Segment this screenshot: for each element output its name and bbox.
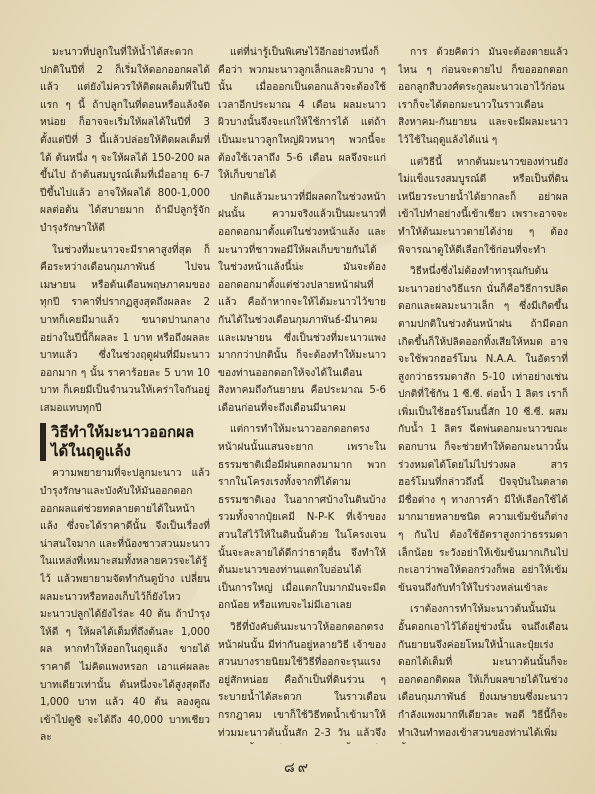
paragraph: แต่การทำให้มะนาวออกดอกตรงหน้าฝนนั้นแสนจะยาก เพราะในธรรมชาติเมื่อมีฝนตกลงมามาก พวกรากในโครงเรงทั้งจากที่ได้ตามธรรมชาติเอง ในอากาศบ้างในดินบ้าง รวมทั้งจากปุ๋ยเคมี N-P-K ที่เจ้าของสวนใส่ไว้ให้ในดินนั้นด้วย ในโครงเจนนั้นจะละลายได้ดีกว่าธาตุอื่น จึงทำให้ต้นมะนาวของท่านแตกใบอ่อนได้เป็นการใหญ่ เมื่อแตกใบมากมันจะมีดอกน้อย หรือแทบจะไม่มีเอาเลย <box>218 424 386 612</box>
paragraph: แต่วิธีนี้ หากต้นมะนาวของท่านยังไม่แข็งแรงสมบูรณ์ดี หรือเป็นที่ดินเหนียวระบายน้ำได้ยากละก็ อย่าผลเข้าไปทำอย่างนี้เข้าเชียว เพราะอาจจะทำให้ต้นมะนาวตายได้ง่าย ๆ ต้องพิจารณาดูให้ดีเลือกใช้ก่อนที่จะทำ <box>398 156 568 256</box>
paragraph: มะนาวที่ปลูกในที่ให้น้ำได้สะดวก ปกติในปีที่ 2 ก็เริ่มให้ดอกออกผลได้แล้ว แต่ยังไม่ควรให้ติดผลเต็มที่ในปีแรก ๆ นี้ ถ้าปลูกในที่ดอนหรือแล้งจัดหน่อย ก็อาจจะเริ่มให้ผลได้ในปีที่ 3 ตั้งแต่ปีที่ 3 นี้แล้วปล่อยให้ติดผลเต็มที่ได้ ต้นหนึ่ง ๆ จะให้ผลได้ 150-200 ผลขึ้นไป ถ้าต้นสมบูรณ์เต็มที่เมื่ออายุ 6-7 ปีขึ้นไปแล้ว อาจให้ผลได้ 800-1,000 ผลต่อต้น ได้สบายมาก ถ้ามีปลูกรู้จักบำรุงรักษาให้ดี <box>40 47 210 234</box>
text-column-2 <box>218 44 386 744</box>
paragraph: วิธีหนึ่งซึ่งไม่ต้องทำทารุณกับต้นมะนาวอย่างวิธีแรก นั่นก็คือวิธีการปลิดดอกและผลมะนาวเล็ก ๆ ซึ่งมีเกิดขึ้นตามปกติในช่วงต้นหน้าฝน ถ้ามีดอกเกิดขึ้นก็ให้ปลิดออกทิ้งเสียให้หมด อาจจะใช้พวกฮอร์โมน N.A.A. ในอัตราที่สูงกว่าธรรมดาสัก 5-10 เท่าอย่างเช่นปกติที่ใช้กัน 1 ซี.ซี. ต่อน้ำ 1 ลิตร เราก็เพิ่มเป็นใช้ฮอร์โมนนี้สัก 10 ซี.ซี. ผสมกับน้ำ 1 ลิตร ฉีดพ่นดอกมะนาวขณะดอกบาน ก็จะช่วยทำให้ดอกมะนาวนั้นร่วงหมดได้โดยไม่ไปร่วงผล สารฮอร์โมนที่กล่าวถึงนี้ ปัจจุบันในตลาดมีชื่อต่าง ๆ ทางการค้า มีให้เลือกใช้ได้มากมายหลายชนิด ความเข้มข้นก็ต่าง ๆ กันไป ต้องใช้อัตราสูงกว่าธรรมดาเล็กน้อย ระวังอย่าให้เข้มข้นมากเกินไปกะเอาว่าพอให้ดอกร่วงก็พอ อย่าให้เข้มข้นจนถึงกับทำให้ใบร่วงหล่นเข้าละ <box>398 266 568 594</box>
text-column-3 <box>398 44 568 744</box>
page-number: ๘๙ <box>283 760 312 776</box>
paragraph: การ ด้วยคิดว่า มันจะต้องตายแล้ว ไหน ๆ ก่อนจะตายไป ก็ขอออกดอกออกลูกสืบวงศ์ตระกูลมะนาวเอาไว้ก่อน เราก็จะได้ดอกมะนาวในราวเดือนสิงหาคม-กันยายน และจะมีผลมะนาวไว้ใช้ในฤดูแล้งได้แน่ ๆ <box>398 47 568 146</box>
paragraph: ความพยายามที่จะปลูกมะนาว แล้วบำรุงรักษาและบังคับให้มันออกดอกออกผลแต่ช่วยทดลายตายได้ในหน้าแล้ง ซึ่งจะได้ราคาดีนั้น จึงเป็นเรื่องที่น่าสนใจมาก และที่น้องชาวสวนมะนาวในแหล่งที่เหมาะสมทั้งหลายควรจะได้รู้ไว้ แล้วพยายามจัดทำกันดูบ้าง เปลี่ยนผลมะนาวหรือทองเก็บไว้ก็ยังไหว มะนาวปลูกได้ยังไร่ละ 40 ต้น ถ้าบำรุงให้ดี ๆ ให้ผลได้เต็มที่ถึงต้นละ 1,000 ผล หากทำให้ออกในฤดูแล้ง ขายได้ราคาดี ไม่คิดแพงหรอก เอาแค่ผลละบาทเดียวเท่านั้น ต้นหนึ่งจะได้สูงสุดถึง 1,000 บาท แล้ว 40 ต้น ลองคูณเข้าไปดูซิ จะได้ถึง 40,000 บาทเชียวละ <box>40 468 210 744</box>
paragraph: แต่ที่น่ารู้เป็นพิเศษไว้อีกอย่างหนึ่งก็คือว่า พวกมะนาวลูกเล็กและผิวบาง ๆ นั้น เมื่อออกเป็นดอกแล้วจะต้องใช้เวลาอีกประมาณ 4 เดือน ผลมะนาวผิวบางนั้นจึงจะแก่ให้ใช้การได้ แต่ถ้าเป็นมะนาวลูกใหญ่ผิวหนาๆ พวกนี้จะต้องใช้เวลาถึง 5-6 เดือน ผลจึงจะแก่ให้เก็บขายได้ <box>218 47 386 182</box>
paragraph: วิธีที่บังคับต้นมะนาวให้ออกดอกตรงหน้าฝนนั้น มีท่ากันอยู่หลายวิธี เจ้าของสวนบางรายนิยมใช้วิธีที่ออกจะรุนแรงอยู่สักหน่อย คือถ้าเป็นที่ดินร่วน ๆ ระบายน้ำได้สะดวก ในราวเดือนกรกฎาคม เขาก็ใช้วิธีทดน้ำเข้ามาให้ท่วมมะนาวต้นนั้นสัก 2-3 วัน แล้วจึง <box>218 622 386 739</box>
text-column-1 <box>40 44 210 744</box>
paragraph: ในช่วงที่มะนาวจะมีราคาสูงที่สุด ก็คือระหว่างเดือนกุมภาพันธ์ ไปจนเมษายน หรือต้นเดือนพฤษภาคมของทุกปี ราคาที่ปรากฏสูงสุดถึงผลละ 2 บาทก็เคยมีมาแล้ว ขนาดปานกลางอย่างในปีนี้ก็ผลละ 1 บาท หรือถึงผลละบาทแล้ว ซึ่งในช่วงฤดูฝนที่มีมะนาวออกมาก ๆ นั้น ราคาร้อยละ 5 บาท 10 บาท ก็เคยมีเป็นจำนวนให้เคร่าใจกันอยู่เสมอแทบทุกปี <box>40 244 210 414</box>
section-heading: วิธีทำให้มะนาวออกผลได้ในฤดูแล้ง <box>40 423 210 461</box>
paragraph: เราต้องการทำให้มะนาวต้นนั้นมันอั้นดอกเอาไว้ได้อยู่ช่วงนั้น จนถึงเดือนกันยายนจึงค่อยโหมให้น้ำและปุ๋ยเร่งดอกได้เต็มที่ มะนาวต้นนั้นก็จะออกดอกติดผล ให้เก็บผลขายได้ในช่วงเดือนกุมภาพันธ์ ยิ่งเมษายนซึ่งมะนาวกำลังแพงมากทีเดียวละ พอดี วิธีนี้ก็จะทำเงินทำทองเข้าสวนของท่านได้เพิ่ม <box>398 604 568 739</box>
paragraph: ปกติแล้วมะนาวที่มีผลดกในช่วงหน้าฝนนั้น ความจริงแล้วเป็นมะนาวที่ออกดอกมาตั้งแต่ในช่วงหน้าแล้ง และมะนาวที่ชาวพอมีให้ผลเก็บขายกันได้ในช่วงหน้าแล้งนี้น่ะ มันจะต้องออกดอกมาตั้งแต่ช่วงปลายหน้าฝนที่แล้ว คือถ้าหากจะให้ได้มะนาวไว้ขายกันได้ในช่วงเดือนกุมภาพันธ์-มีนาคมและเมษายน ซึ่งเป็นช่วงที่มะนาวแพงมากกว่าปกตินั้น ก็จะต้องทำให้มะนาวของท่านออกดอกให้จงได้ในเดือนสิงหาคมถึงกันยายน คือประมาณ 5-6 เดือนก่อนที่จะถึงเดือนมีนาคม <box>218 191 386 414</box>
